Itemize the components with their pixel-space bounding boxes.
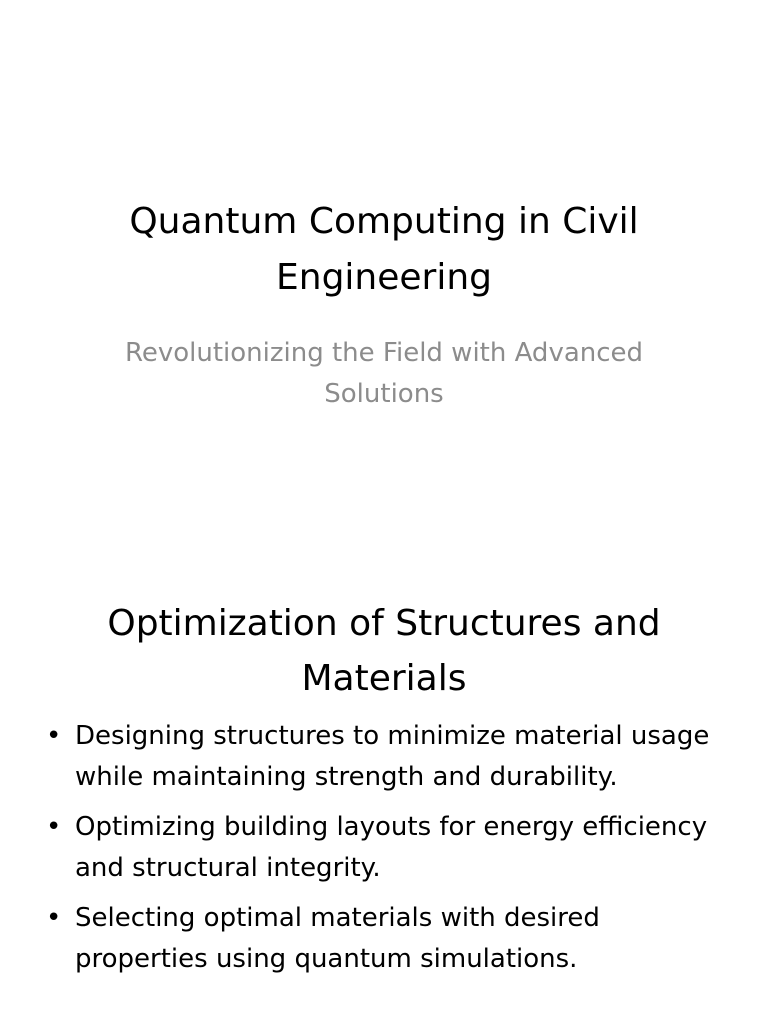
bullet-item [40, 716, 730, 798]
bullet-list [40, 716, 730, 989]
slide-title: Optimization of Structures and Materials [107, 603, 661, 699]
bullet-item [40, 898, 730, 980]
bullet-text: Designing structures to minimize material usage while maintaining strength and durability. [75, 721, 710, 792]
bullet-icon: • [46, 721, 62, 751]
slide-subtitle: Revolutionizing the Field with Advanced Solutions [124, 338, 644, 409]
bullet-text: Selecting optimal materials with desired properties using quantum simulations. [75, 903, 600, 974]
bullet-icon: • [46, 903, 62, 933]
slide-title: Quantum Computing in Civil Engineering [129, 201, 639, 298]
bullet-item [40, 807, 730, 889]
bullet-icon: • [46, 812, 62, 842]
bullet-text: Optimizing building layouts for energy efficiency and structural integrity. [75, 812, 708, 883]
content-slide [0, 576, 768, 1024]
